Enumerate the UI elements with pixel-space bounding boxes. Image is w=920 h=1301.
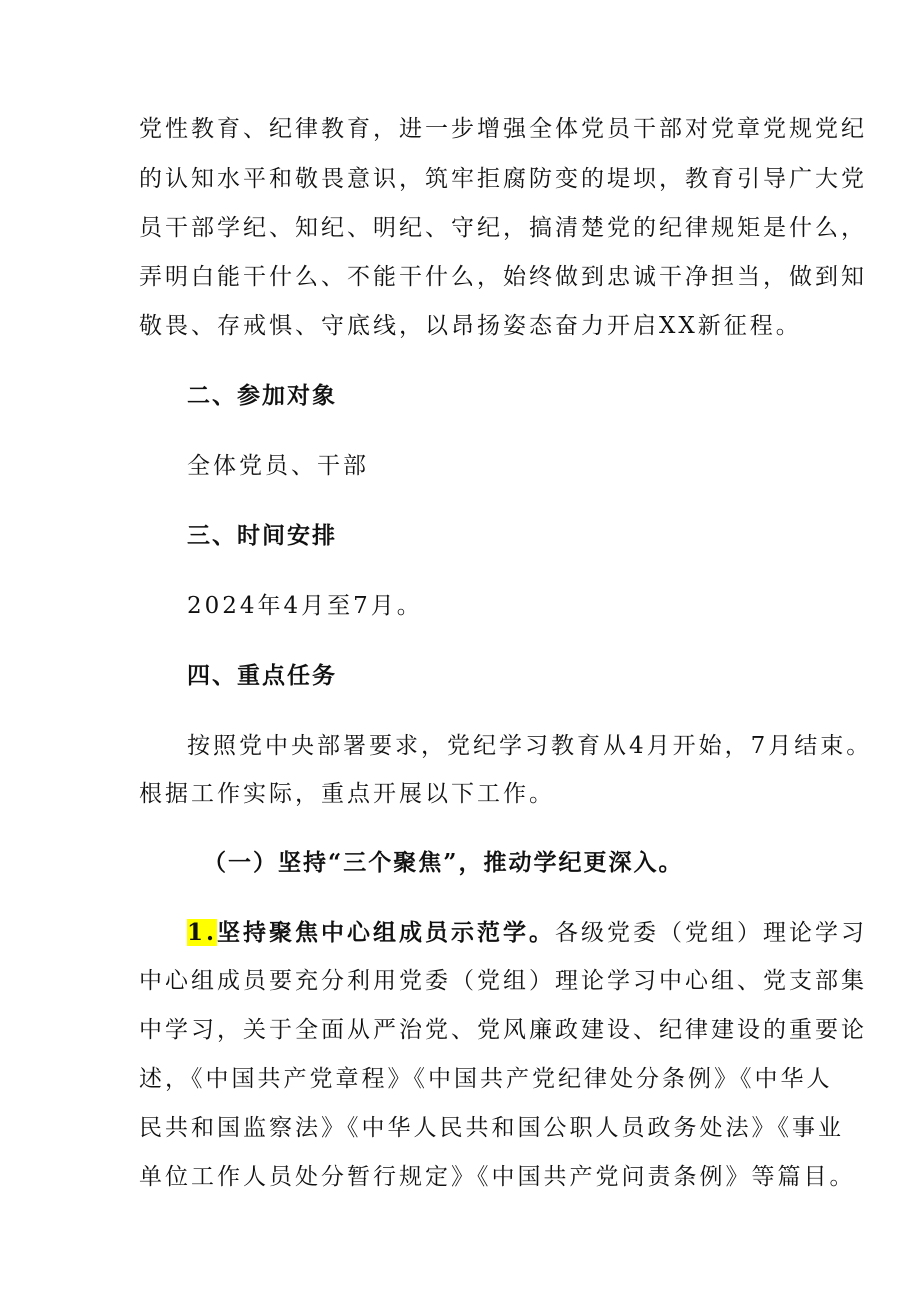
- subsection-1-heading: （一）坚持“三个聚焦”，推动学纪更深入。: [203, 849, 684, 876]
- item-1-line-5: 民共和国监察法》《中华人民共和国公职人员政务处法》《事业: [139, 1115, 844, 1141]
- item-1-first-line: [187, 910, 868, 956]
- item-1-line-3: 中学习，关于全面从严治党、党风廉政建设、纪律建设的重要论: [139, 1017, 867, 1043]
- section-4-body-line-2: 根据工作实际，重点开展以下工作。: [139, 781, 555, 807]
- item-1-first-line-rest: 各级党委（党组）理论学习: [555, 920, 868, 946]
- item-1-line-2: 中心组成员要充分利用党委（党组）理论学习中心组、党支部集: [139, 968, 867, 994]
- section-3-heading: 三、时间安排: [187, 523, 337, 549]
- intro-line-5: 敬畏、存戒惧、守底线，以昂扬姿态奋力开启XX新征程。: [139, 313, 802, 339]
- section-4-body-line-1: 按照党中央部署要求，党纪学习教育从4月开始，7月结束。: [187, 733, 873, 759]
- item-1-number: 1.: [187, 919, 218, 946]
- section-2-heading: 二、参加对象: [187, 383, 337, 409]
- intro-line-2: 的认知水平和敬畏意识，筑牢拒腐防变的堤坝，教育引导广大党: [139, 166, 867, 192]
- intro-line-3: 员干部学纪、知纪、明纪、守纪，搞清楚党的纪律规矩是什么，: [139, 215, 867, 241]
- intro-line-1: 党性教育、纪律教育，进一步增强全体党员干部对党章党规党纪: [139, 116, 867, 142]
- section-2-body: 全体党员、干部: [187, 453, 369, 479]
- item-1-title: 坚持聚焦中心组成员示范学。: [217, 919, 556, 946]
- intro-line-4: 弄明白能干什么、不能干什么，始终做到忠诚干净担当，做到知: [139, 264, 867, 290]
- section-3-body: 2024年4月至7月。: [187, 593, 423, 619]
- item-1-line-4: 述，《中国共产党章程》《中国共产党纪律处分条例》《中华人: [139, 1066, 833, 1092]
- section-4-heading: 四、重点任务: [187, 663, 337, 689]
- item-1-line-6: 单位工作人员处分暂行规定》《中国共产党问责条例》等篇目。: [139, 1164, 856, 1190]
